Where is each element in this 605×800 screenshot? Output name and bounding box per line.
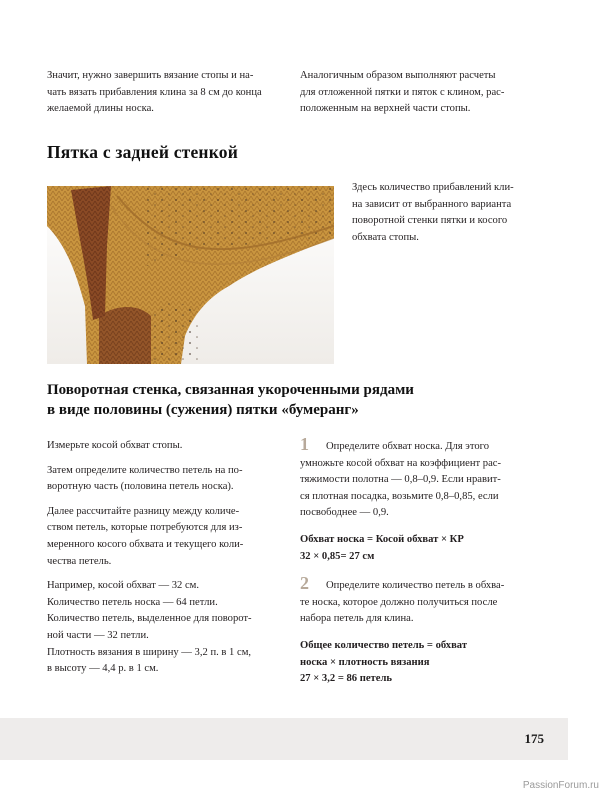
- watermark: PassionForum.ru: [522, 780, 599, 791]
- text-line: Количество петель носка — 64 петли.: [47, 596, 218, 608]
- text-line: Измерьте косой обхват стопы.: [47, 440, 183, 451]
- formula-line: 32 × 0,85= 27 см: [300, 550, 375, 562]
- heel-photo: [47, 186, 334, 364]
- paragraph-stitches-turn: [47, 463, 287, 496]
- paragraph-measure: [47, 438, 287, 455]
- subsection-title-line: в виде половины (сужения) пятки «бумеранг»: [47, 402, 359, 418]
- text-line: чать вязать прибавления клина за 8 см до конца: [47, 86, 262, 98]
- text-line: Например, косой обхват — 32 см.: [47, 580, 200, 592]
- text-line: Количество петель, выделенное для поворот-: [47, 613, 252, 625]
- step-number: 2: [300, 573, 309, 594]
- text-line: Затем определите количество петель на по-: [47, 464, 243, 476]
- text-line: умножьте косой обхват на коэффициент рас-: [300, 457, 502, 469]
- text-line: Значит, нужно завершить вязание стопы и на-: [47, 70, 254, 81]
- text-line: Определите количество петель в обхва-: [326, 580, 505, 592]
- photo-caption: [352, 180, 562, 246]
- text-line: чества петель.: [47, 555, 112, 567]
- formula-line: Общее количество петель = обхват: [300, 639, 468, 651]
- footer-band: [0, 718, 568, 760]
- text-line: те носка, которое должно получиться после: [300, 596, 498, 608]
- right-column: [300, 436, 550, 696]
- text-line: Здесь количество прибавлений кли-: [352, 182, 514, 193]
- formula-line: Обхват носка = Косой обхват × КР: [300, 533, 464, 545]
- text-line: желаемой длины носка.: [47, 103, 154, 115]
- knitted-sock-illustration: [47, 186, 334, 364]
- text-line: в высоту — 4,4 р. в 1 см.: [47, 663, 159, 675]
- text-line: тяжимости полотна — 0,8–0,9. Если нравит-: [300, 474, 501, 486]
- text-line: Аналогичным образом выполняют расчеты: [300, 70, 496, 81]
- step-1: [300, 436, 550, 522]
- text-line: обхвата стопы.: [352, 231, 419, 243]
- text-line: воротную часть (половина петель носка).: [47, 481, 234, 493]
- subsection-title-line: Поворотная стенка, связанная укороченными рядами: [47, 382, 414, 398]
- text-line: положенным на верхней части стопы.: [300, 103, 471, 115]
- formula-1: [300, 532, 550, 565]
- section-title: Пятка с задней стенкой: [47, 142, 239, 162]
- paragraph-example: [47, 578, 287, 678]
- text-line: Далее рассчитайте разницу между количе-: [47, 505, 240, 517]
- paragraph-difference: [47, 504, 287, 570]
- text-line: Плотность вязания в ширину — 3,2 п. в 1 см,: [47, 646, 252, 658]
- text-line: для отложенной пятки и пяток с клином, рас-: [300, 86, 505, 98]
- step-2: [300, 575, 550, 628]
- text-line: меренного косого обхвата и текущего коли-: [47, 538, 244, 550]
- text-line: посвободнее — 0,9.: [300, 507, 389, 519]
- formula-2: [300, 638, 550, 688]
- page-number: 175: [524, 731, 544, 746]
- text-line: ством петель, которые потребуются для из-: [47, 522, 243, 534]
- step-number: 1: [300, 434, 309, 454]
- subsection-title: [47, 380, 414, 420]
- text-line: набора петель для клина.: [300, 613, 414, 625]
- formula-line: 27 × 3,2 = 86 петель: [300, 673, 393, 685]
- formula-line: носка × плотность вязания: [300, 656, 430, 668]
- text-line: на зависит от выбранного варианта: [352, 198, 512, 210]
- top-right-paragraph: [300, 68, 550, 118]
- text-line: Определите обхват носка. Для этого: [326, 441, 490, 452]
- text-line: ся плотная посадка, возьмите 0,8–0,85, если: [300, 490, 499, 502]
- left-column: [47, 438, 287, 686]
- top-left-paragraph: [47, 68, 282, 118]
- text-line: поворотной стенки пятки и косого: [352, 215, 508, 227]
- text-line: ной части — 32 петли.: [47, 629, 149, 641]
